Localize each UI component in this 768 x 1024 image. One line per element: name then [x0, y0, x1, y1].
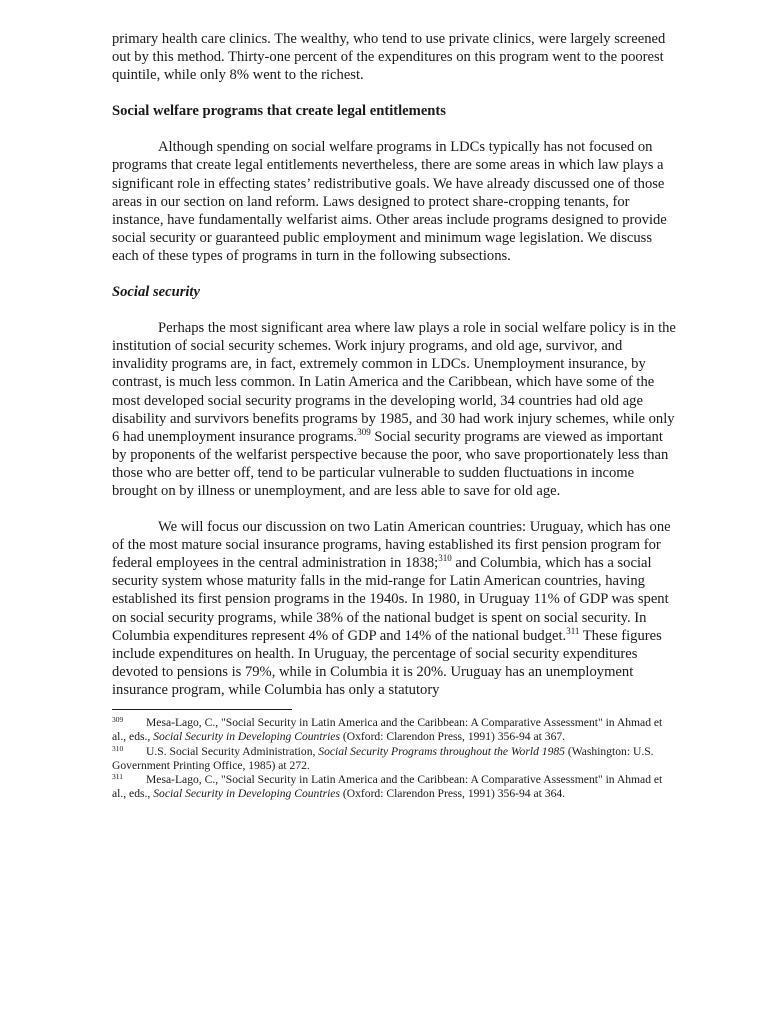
footnote-title: Social Security in Developing Countries	[153, 730, 340, 744]
footnote: 309 Mesa-Lago, C., "Social Security in Latin America and the Caribbean: A Comparative Assessment" in Ahmad et al., eds., Social Security in Developing Countries (Oxford: Clarendon Press, 1991) 356-94 at 367.	[112, 715, 663, 744]
footnotes	[112, 716, 678, 802]
footnote: 311 Mesa-Lago, C., "Social Security in Latin America and the Caribbean: A Comparative Assessment" in Ahmad et al., eds., Social Security in Developing Countries (Oxford: Clarendon Press, 1991) 356-94 at 364.	[112, 772, 663, 801]
footnote-reference[interactable]: 311	[566, 625, 580, 636]
paragraph-text: Social security programs are viewed as important by proponents of the welfarist perspective because the poor, who save proportionately less than those who are better off, tend to be particular vulnerable to sudden fluctuations in income brought on by illness or unemployment, and are less able to save for old age.	[112, 428, 669, 499]
paragraph-text: These figures include expenditures on health. In Uruguay, the percentage of social security expenditures devoted to pensions is 79%, while in Columbia it is 20%. Uruguay has an unemployment insurance program, while Columbia has only a statutory	[112, 627, 662, 698]
footnote-reference[interactable]: 310	[438, 553, 452, 564]
document-page	[112, 30, 678, 802]
footnote-title: Social Security Programs throughout the World 1985	[318, 744, 565, 758]
social-security-paragraph	[112, 319, 678, 500]
subsection-heading: Social security	[112, 284, 200, 301]
footnote-title: Social Security in Developing Countries	[153, 787, 340, 801]
footnote-separator	[112, 709, 292, 710]
paragraph-text: Perhaps the most significant area where law plays a role in social welfare policy is in the institution of social security schemes. Work injury programs, and old age, survivor, and invalidity programs are, in fact, extremely common in LDCs. Unemployment insurance, by contrast, is much less common. In Latin America and the Caribbean, which have some of the most developed social security programs in the developing world, 34 countries had old age disability and survivors benefits programs by 1985, and 30 had work injury schemes, while only 6 had unemployment insurance programs.	[112, 320, 676, 445]
paragraph-text: We will focus our discussion on two Latin American countries: Uruguay, which has one of the most mature social insurance programs, having established its first pension program for federal employees in the central administration in 1838;	[112, 519, 671, 572]
section-heading: Social welfare programs that create legal entitlements	[112, 103, 446, 120]
footnote-text: Mesa-Lago, C., "Social Security in Latin America and the Caribbean: A Comparative Assessment" in Ahmad et al., eds.,	[112, 716, 663, 744]
intro-paragraph: primary health care clinics. The wealthy, who tend to use private clinics, were largely screened out by this method. Thirty-one percent of the expenditures on this program went to the poorest quintile, while only 8% went to the richest.	[112, 31, 666, 84]
footnote-text: Mesa-Lago, C., "Social Security in Latin America and the Caribbean: A Comparative Assessment" in Ahmad et al., eds.,	[112, 773, 663, 801]
paragraph-text: and Columbia, which has a social security system whose maturity falls in the mid-range for Latin American countries, having established its first pension programs in the 1940s. In 1980, in Uruguay 11% of GDP was spent on social security programs, while 38% of the national budget is spent on social security. In Columbia expenditures represent 4% of GDP and 14% of the national budget.	[112, 555, 669, 644]
section-paragraph: Although spending on social welfare programs in LDCs typically has not focused on programs that create legal entitlements nevertheless, there are some areas in which law plays a significant role in effecting states’ redistributive goals. We have already discussed one of those areas in our section on land reform. Laws designed to protect share-cropping tenants, for instance, have fundamentally welfarist aims. Other areas include programs designed to provide social security or guaranteed public employment and minimum wage legislation. We discuss each of these types of programs in turn in the following subsections.	[112, 139, 667, 264]
footnote-text: (Washington: U.S. Government Printing Office, 1985) at 272.	[112, 744, 654, 772]
focus-paragraph	[112, 518, 678, 699]
footnote-text: U.S. Social Security Administration,	[146, 744, 319, 758]
footnote-text: (Oxford: Clarendon Press, 1991) 356-94 at 367.	[339, 730, 566, 744]
footnote: 310 U.S. Social Security Administration, Social Security Programs throughout the World 1985 (Washington: U.S. Government Printing Office, 1985) at 272.	[112, 743, 654, 772]
footnote-text: (Oxford: Clarendon Press, 1991) 356-94 at 364.	[339, 787, 566, 801]
footnote-reference[interactable]: 309	[357, 426, 371, 437]
